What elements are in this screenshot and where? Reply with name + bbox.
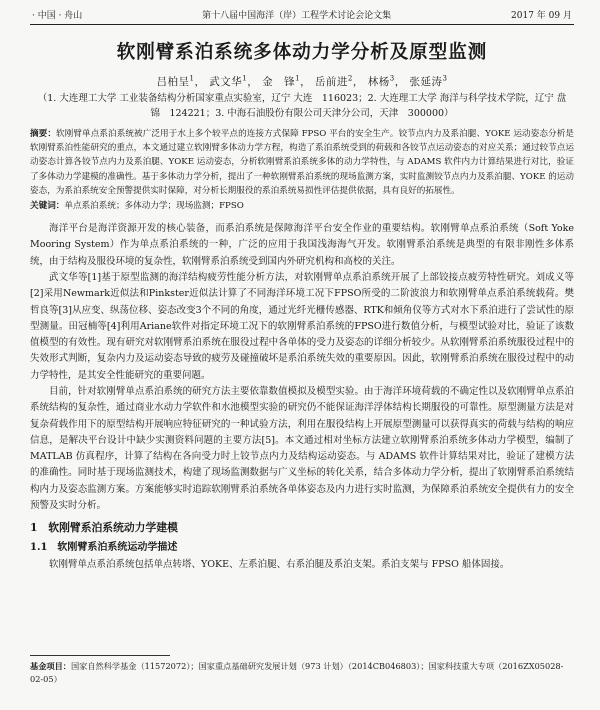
author: 武文华: [209, 76, 243, 88]
paragraph-method: 目前，针对软刚臂单点系泊系统的研究方法主要依靠数值模拟及模型实验。由于海洋环境荷载的不确定性以及软刚臂单点系泊系统结构的复杂性，通过商业水动力学软件和水池模型实验的研究仍不能保证海洋浮体结构长期服役的可靠性。原型测量方法是对复杂荷载作用下的原型结构开展响应特征研究的一种试验方法，利用在服役结构上开展原型测量可以获得真实的荷载与结构的响应信息，是解决平台设计中缺少实测资料问题的主要方法[5]。本文通过相对坐标方法建立软刚臂系泊系统多体动力学模型，编制了 MATLAB 仿真程序，计算了结构在各向受力时上铰节点内力及结构运动姿态。与 ADAMS 软件计算结果对比，验证了建模方法的准确性。同时基于现场监测技术，构建了现场监测数据与广义坐标的转化关系，结合多体动力学分析，提出了软刚臂系泊系统结构内力及姿态监测方案。方案能够实时追踪软刚臂系泊系统各单体姿态及内力进行实时监测，为保障系泊系统安全提供有力的安全预警及实时分析。: [30, 385, 574, 512]
footnote-rule: [30, 655, 170, 656]
paragraph-kinematics: 软刚臂单点系泊系统包括单点转塔、YOKE、左系泊腿、右系泊腿及系泊支架。系泊支架与 FPSO 船体固接。: [49, 558, 510, 570]
affiliations: （1. 大连理工大学 工业装备结构分析国家重点实验室，辽宁 大连 116023；2. 大连理工大学 海洋与科学技术学院，辽宁 盘锦 124221；3. 中海石油股份有限公司天津分公司，天津 300000）: [37, 93, 567, 119]
author-list: 吕柏呈$^1$， 武文华$^1$， 金 锋$^1$， 岳前进$^2$， 林杨$^3$， 张延涛$^3$: [156, 74, 448, 88]
paragraph-literature: 武文华等[1]基于原型监测的海洋结构疲劳性能分析方法，对软刚臂单点系泊系统开展了上部铰接点疲劳特性研究。刘成义等[2]采用Newmark近似法和Pinkster近似法计算了不同海洋环境工况下FPSO所受的二阶波浪力和软刚臂单点系泊系统载荷。樊哲良等[3]从应变、纵荡位移、姿态改变3个不同的角度，通过光纤光栅传感器、RTK和倾角仪等方式对水下系泊进行了尝试性的原型测量。田冠楠等[4]利用Ariane软件对指定环境工况下的软刚臂系泊系统的FPSO进行数值分析，与模型试验对比，验证了该数值模型的有效性。现有研究对软刚臂系泊系统在服役过程中各单体的受力及姿态的详细分析较少。从软刚臂系泊系统服役过程中的失效形式判断，复杂内力及运动姿态导致的疲劳及碰撞破坏是系泊系统失效的重要原因。因此，软刚臂系泊系统在服役过程中的动力学特性，是其安全性能研究的重要问题。: [30, 271, 574, 381]
header-proceedings: 第十八届中国海洋（岸）工程学术讨论会论文集: [202, 11, 392, 21]
footnote-label: 基金项目：: [30, 661, 71, 671]
author-affiliation-mark: 3: [389, 74, 395, 83]
author-affiliation-mark: 1: [295, 74, 301, 83]
abstract-label: 摘要：: [30, 129, 57, 139]
running-header: [30, 8, 574, 25]
funding-footnote: [30, 655, 574, 686]
body-text: [30, 221, 574, 573]
keywords-label: 关键词：: [30, 201, 65, 212]
author-affiliation-mark: 1: [242, 74, 248, 83]
author: 林杨: [367, 76, 390, 88]
paper-title: 软刚臂系泊系统多体动力学分析及原型监测: [116, 42, 488, 63]
keywords: [30, 199, 574, 211]
author-affiliation-mark: 1: [189, 74, 195, 83]
abstract-text: 软刚臂单点系泊系统被广泛用于水上多个较平点的连接方式保障 FPSO 平台的安全生产。铰节点内力及系泊腿、YOKE 运动姿态分析是软刚臂系泊性能研究的重点，本文通过建立软刚臂多体动力学方程，构造了系泊系统受到的荷载和各铰节点运动姿态的对应关系；通过较节点运动姿态计算各铰节点内力及系泊腿、YOKE 运动姿态，分析软刚臂系泊系统多体的动力学特性，与 ADAMS 软件内力计算结果进行对比，验证了多体动力学建模的准确性。基于多体动力学分析，提出了一种软刚臂系泊系统的现场监测方案，实时监测铰节点内力及系泊腿、YOKE 的运动姿态，为系泊系统安全预警提供实时保障，对分析长期服役的系泊系统易损性评估提供依据，具有良好的拓展性。: [30, 129, 574, 196]
author: 张延涛: [409, 76, 443, 88]
header-location: · 中国 · 舟山: [32, 11, 83, 21]
author-affiliation-mark: 2: [347, 74, 353, 83]
abstract: [30, 127, 574, 198]
section-heading: 1 软刚臂系泊系统动力学建模: [30, 521, 178, 535]
author-affiliation-mark: 3: [442, 74, 448, 83]
footnote-text: 国家自然科学基金（11572072）；国家重点基础研究发展计划（973 计划）（2014CB046803）；国家科技重大专项（2016ZX05028-02-05）: [30, 661, 564, 684]
author: 岳前进: [314, 76, 348, 88]
keywords-text: 单点系泊系统；多体动力学；现场监测；FPSO: [64, 201, 244, 212]
author: 金 锋: [262, 76, 296, 88]
author: 吕柏呈: [156, 76, 190, 88]
paragraph-intro: 海洋平台是海洋资源开发的核心装备，而系泊系统是保障海洋平台安全作业的重要结构。软刚臂单点系泊系统（Soft Yoke Mooring System）作为单点系泊系统的一种，广泛的应用于我国浅海海气开发。软刚臂系泊系统是典型的有限非刚性多体系统，由于结构及服役环境的复杂性，软刚臂系泊系统受到国内外研究机构和高校的关注。: [30, 223, 574, 267]
header-date: 2017 年 09 月: [511, 11, 572, 21]
subsection-heading: 1.1 软刚臂系泊系统运动学描述: [30, 541, 178, 553]
